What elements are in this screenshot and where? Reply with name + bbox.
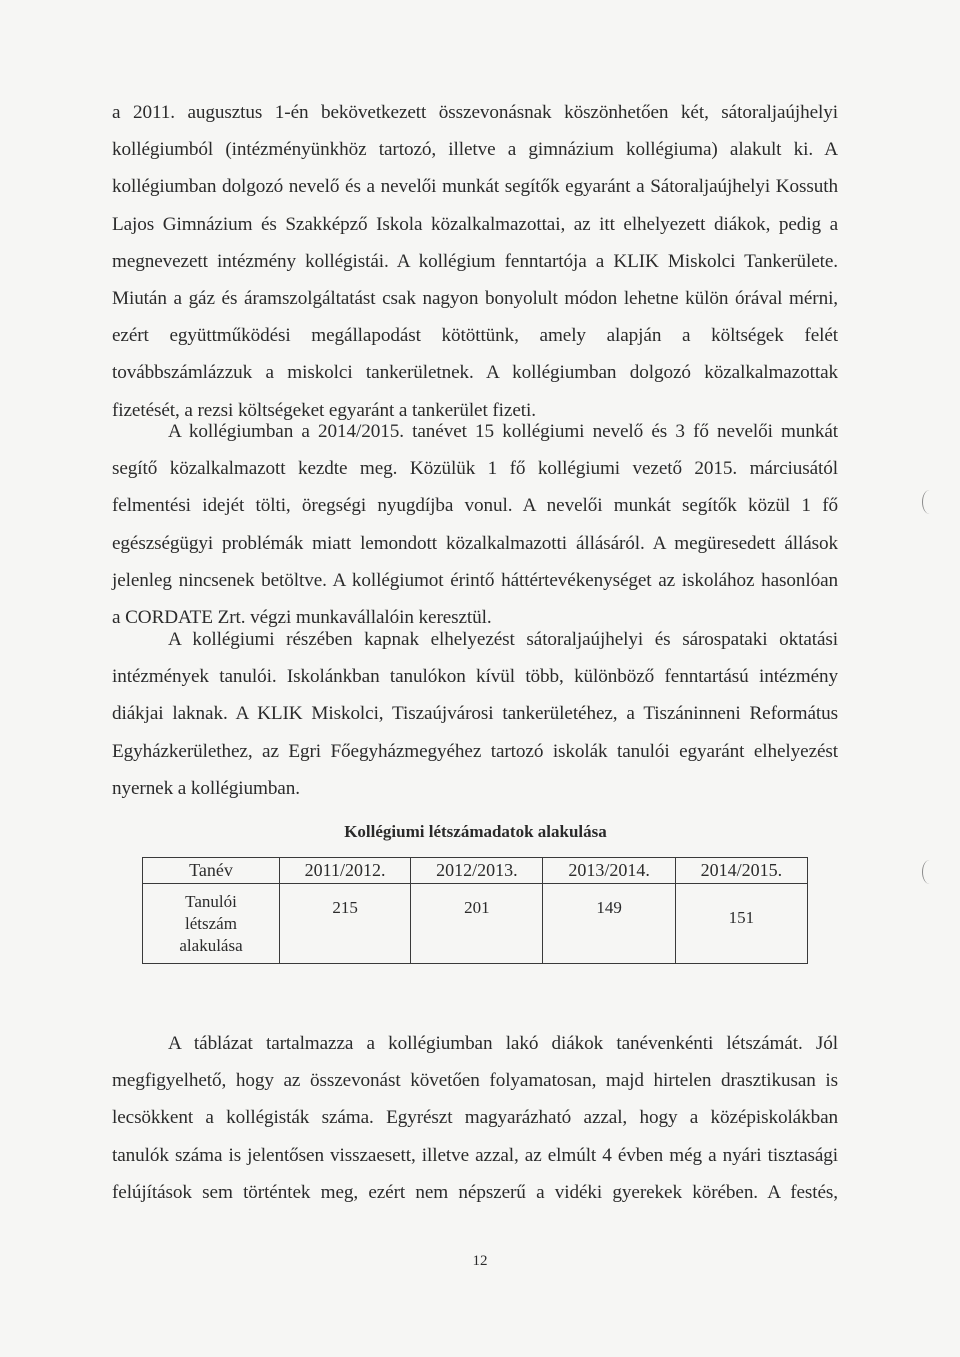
enrollment-table [142,857,808,964]
text-line: Egyházkerülethez, az Egri Főegyházmegyéhez tartozó iskolák tanulói egyaránt elhelyezést [112,740,838,762]
header-cell: Tanév [143,858,280,884]
table-row [143,884,808,964]
text-line: felújítások sem történtek meg, ezért nem népszerű a vidéki gyerekek körében. A festés, [112,1181,838,1203]
paragraph-4 [112,1025,838,1211]
row-label-line: létszám [185,913,237,933]
text-line: Lajos Gimnázium és Szakképző Iskola közalkalmazottai, az itt elhelyezett diákok, pedig a [112,213,838,235]
text-line: fizetését, a rezsi költségeket egyaránt a tankerület fizeti. [112,399,536,421]
text-line: jelenleg nincsenek betöltve. A kollégiumot érintő háttértevékenységet az iskolához hasonlóan [112,569,838,591]
value-cell: 201 [411,884,543,964]
year-cell: 2011/2012. [280,858,411,884]
paragraph-2 [112,413,838,636]
text-line: segítő közalkalmazott kezdte meg. Közülük 1 fő kollégiumi vezető 2015. márciusától [112,458,838,480]
text-line: ezért együttműködési megállapodást kötöttünk, amely alapján a költségek felét [112,325,838,347]
text-line: kollégiumban dolgozó nevelő és a nevelői munkát segítők egyaránt a Sátoraljaújhelyi Kossuth [112,176,838,198]
text-line: tanulók száma is jelentősen visszaesett, illetve azzal, az elmúlt 4 évben még a nyári tisztasági [112,1144,838,1166]
text-line: megfigyelhető, hogy az összevonást követően folyamatosan, majd hirtelen drasztikusan is [112,1070,838,1092]
value-cell: 149 [543,884,675,964]
paragraph-3 [112,621,838,807]
row-label-cell [143,884,280,964]
text-line: A táblázat tartalmazza a kollégiumban lakó diákok tanévenkénti létszámát. Jól [168,1033,838,1054]
text-line: Miután a gáz és áramszolgáltatást csak nagyon bonyolult módon lehetne külön órával mérni, [112,288,838,310]
table-header-row [143,858,808,884]
text-line: a CORDATE Zrt. végzi munkavállalóin keresztül. [112,607,492,629]
year-cell: 2012/2013. [411,858,543,884]
text-line: A kollégiumban a 2014/2015. tanévet 15 kollégiumi nevelő és 3 fő nevelői munkát [168,421,838,442]
text-line: lecsökkent a kollégisták száma. Egyrészt magyarázható azzal, hogy a középiskolákban [112,1107,838,1129]
scan-mark [922,860,937,884]
value-cell: 215 [280,884,411,964]
text-line: A kollégiumi részében kapnak elhelyezést sátoraljaújhelyi és sárospataki oktatási [168,629,838,650]
year-cell: 2014/2015. [675,858,807,884]
scan-mark [922,490,937,514]
text-line: intézmények tanulói. Iskolánkban tanulókon kívül több, különböző fenntartású intézmény [112,666,838,688]
value-cell: 151 [675,884,807,964]
text-line: kollégiumból (intézményünkhöz tartozó, illetve a gimnázium kollégiuma) alakult ki. A [112,139,838,161]
table-title: Kollégiumi létszámadatok alakulása [344,822,607,841]
text-line: diákjai laknak. A KLIK Miskolci, Tiszaújvárosi tankerületéhez, a Tiszáninneni Református [112,703,838,725]
year-cell: 2013/2014. [543,858,675,884]
text-line: a 2011. augusztus 1-én bekövetkezett összevonásnak köszönhetően két, sátoraljaújhelyi [112,102,838,123]
row-label-line: Tanulói [185,891,237,911]
page-number: 12 [472,1253,488,1269]
text-line: nyernek a kollégiumban. [112,777,300,799]
text-line: egészségügyi problémák miatt lemondott közalkalmazotti állásáról. A megüresedett állások [112,532,838,554]
text-line: továbbszámlázzuk a miskolci tankerületnek. A kollégiumban dolgozó közalkalmazottak [112,362,838,384]
text-line: megnevezett intézmény kollégistái. A kollégium fenntartója a KLIK Miskolci Tankerülete. [112,250,838,272]
text-line: felmentési idejét tölti, öregségi nyugdíjba vonul. A nevelői munkát segítők közül 1 fő [112,495,838,517]
row-label-line: alakulása [179,935,243,955]
paragraph-1 [112,94,838,429]
